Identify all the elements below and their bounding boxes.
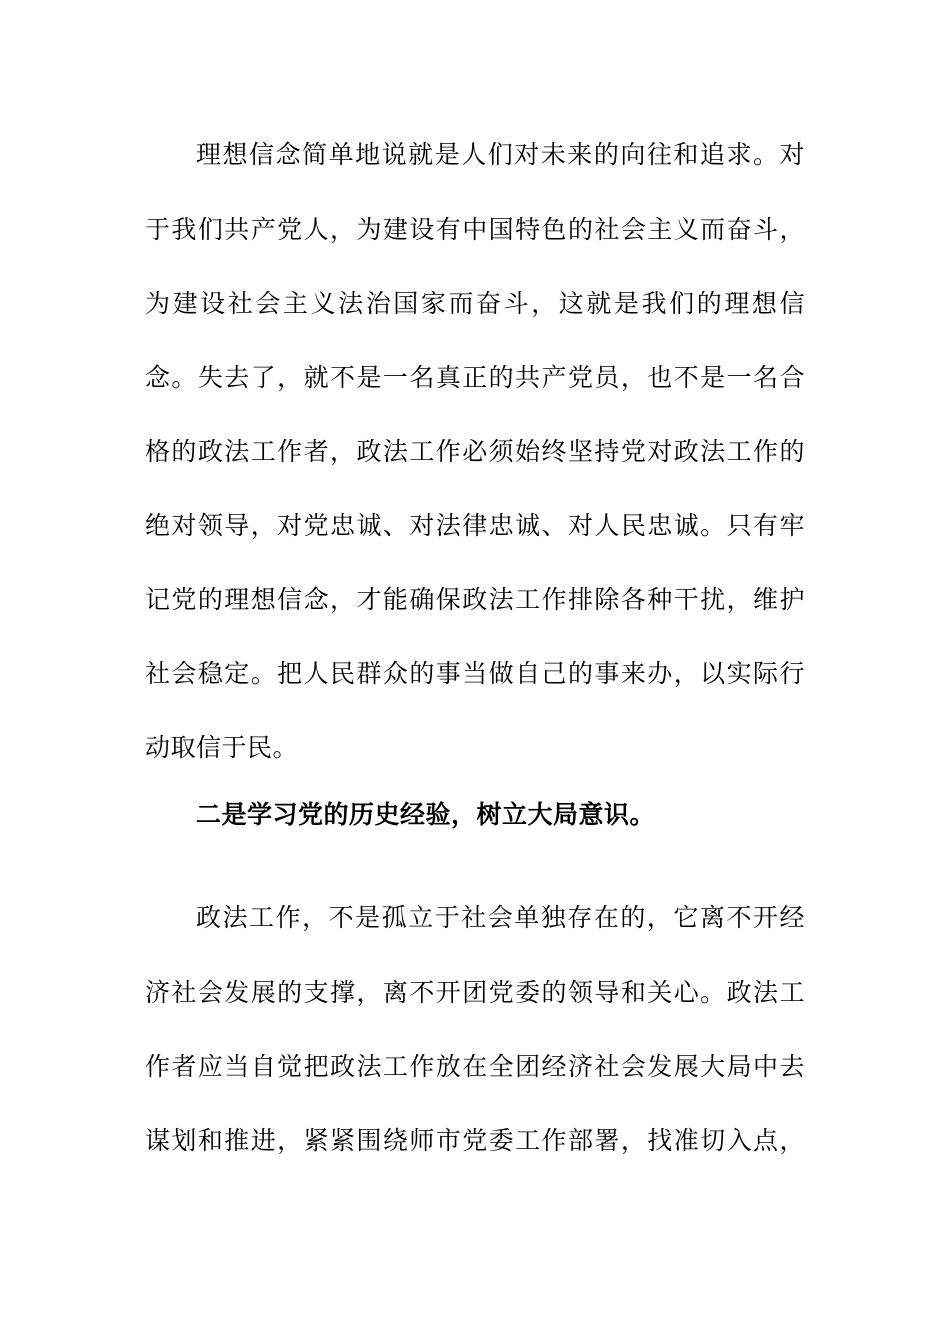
paragraph-1-line-1: 理想信念简单地说就是人们对未来的向往和追求。对 (196, 140, 805, 169)
section-heading: 二是学习党的历史经验，树立大局意识。 (196, 800, 656, 829)
paragraph-1-line-4: 念。失去了，就不是一名真正的共产党员，也不是一名合 (145, 363, 805, 392)
paragraph-1-line-3: 为建设社会主义法治国家而奋斗，这就是我们的理想信 (145, 289, 805, 318)
paragraph-2-line-4: 谋划和推进，紧紧围绕师市党委工作部署，找准切入点， (145, 1126, 805, 1155)
paragraph-1-line-6: 绝对领导，对党忠诚、对法律忠诚、对人民忠诚。只有牢 (145, 511, 805, 540)
paragraph-2-line-2: 济社会发展的支撑，离不开团党委的领导和关心。政法工 (145, 978, 805, 1007)
paragraph-1-line-7: 记党的理想信念，才能确保政法工作排除各种干扰，维护 (145, 585, 805, 614)
paragraph-1-line-5: 格的政法工作者，政法工作必须始终坚持党对政法工作的 (145, 437, 805, 466)
paragraph-2-line-1: 政法工作，不是孤立于社会单独存在的，它离不开经 (196, 903, 805, 932)
paragraph-2-line-3: 作者应当自觉把政法工作放在全团经济社会发展大局中去 (145, 1052, 805, 1081)
paragraph-1-line-8: 社会稳定。把人民群众的事当做自己的事来办，以实际行 (145, 659, 805, 688)
paragraph-1-line-2: 于我们共产党人，为建设有中国特色的社会主义而奋斗， (145, 215, 805, 244)
paragraph-1-line-9: 动取信于民。 (145, 733, 299, 762)
